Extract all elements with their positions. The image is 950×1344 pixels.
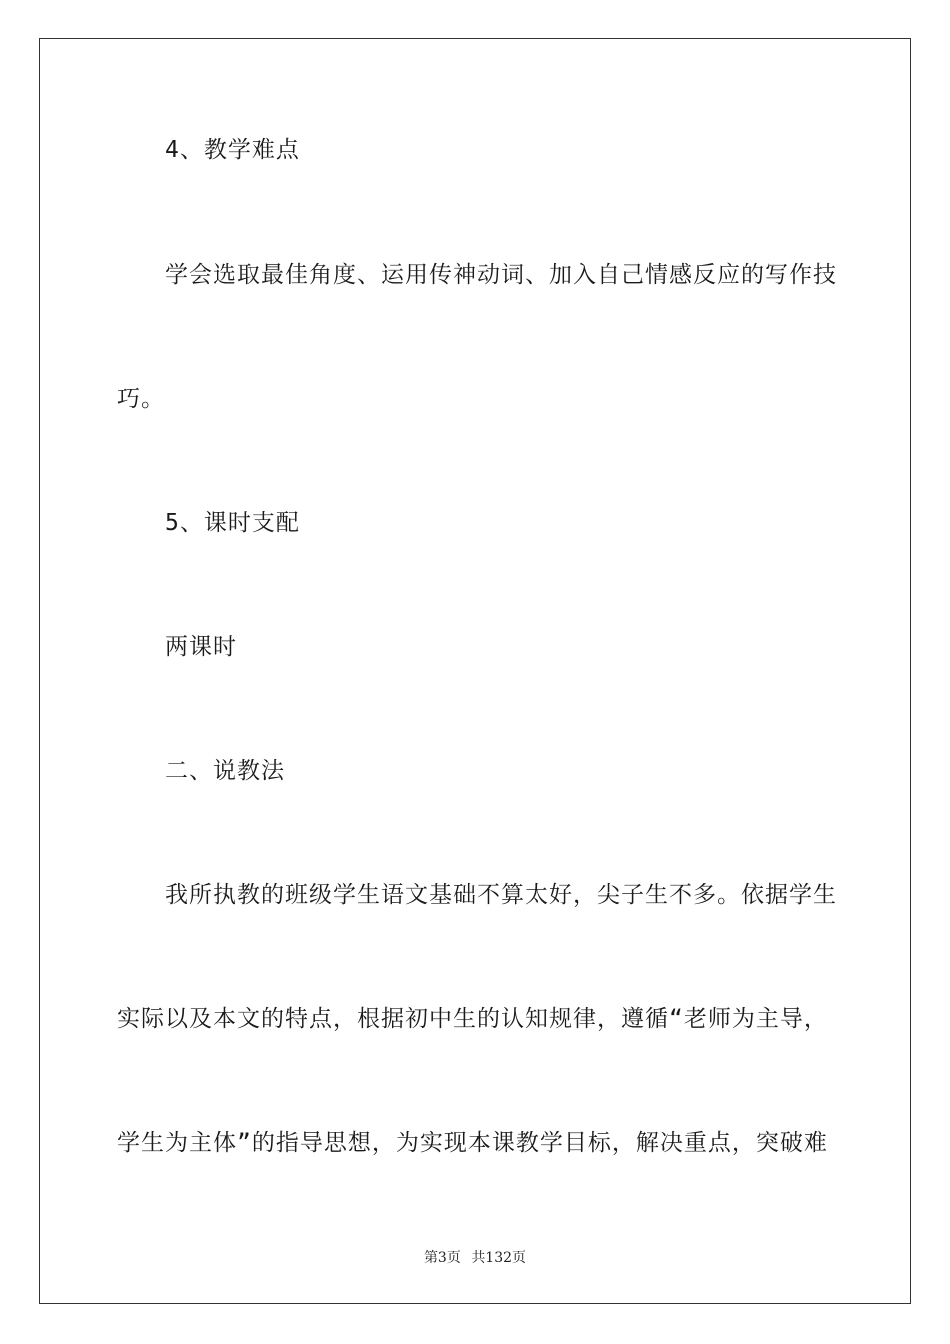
paragraph-line: 实际以及本文的特点，根据初中生的认知规律，遵循“老师为主导，	[117, 1006, 828, 1032]
paragraph-line: 我所执教的班级学生语文基础不算太好，尖子生不多。依据学生	[165, 882, 837, 908]
paragraph-line: 两课时	[165, 634, 237, 660]
page-total: 共132页	[471, 1250, 527, 1266]
paragraph-line: 学生为主体”的指导思想，为实现本课教学目标，解决重点，突破难	[117, 1130, 828, 1156]
heading-teaching-difficulty: 4、教学难点	[165, 137, 300, 163]
heading-teaching-method: 二、说教法	[165, 758, 285, 784]
heading-class-hours: 5、课时支配	[165, 510, 300, 536]
paragraph-line: 学会选取最佳角度、运用传神动词、加入自己情感反应的写作技	[165, 262, 837, 288]
page-footer	[0, 1248, 950, 1268]
paragraph-line: 巧。	[117, 386, 165, 412]
page-frame	[39, 38, 911, 1304]
page-number: 第3页	[423, 1250, 461, 1266]
